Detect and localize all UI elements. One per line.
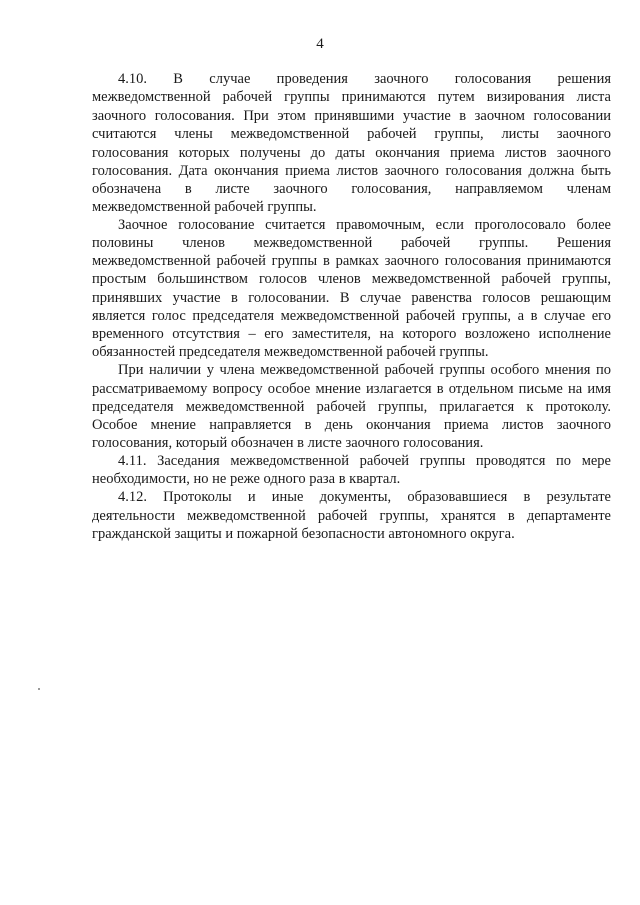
- text-line: обязанностей председателя межведомственной рабочей группы.: [92, 344, 489, 360]
- text-line: рассматриваемому вопросу особое мнение излагается в отдельном письме на имя: [92, 381, 611, 397]
- text-line: заочного голосования. При этом принявшими участие в заочном голосовании: [92, 108, 611, 124]
- text-line: считаются члены межведомственной рабочей группы, листы заочного: [92, 126, 611, 142]
- text-line: 4.10. В случае проведения заочного голосования решения: [118, 71, 611, 87]
- text-line: Заочное голосование считается правомочным, если проголосовало более: [118, 217, 611, 233]
- text-line: 4.11. Заседания межведомственной рабочей группы проводятся по мере: [118, 453, 611, 469]
- text-line: председателя межведомственной рабочей группы, прилагается к протоколу.: [92, 399, 611, 415]
- text-line: голосования. Дата окончания приема листов заочного голосования должна быть: [92, 163, 611, 179]
- text-line: является голос председателя межведомственной рабочей группы, а в случае его: [92, 308, 611, 324]
- text-line: межведомственной рабочей группы в рамках заочного голосования принимаются: [92, 253, 611, 269]
- text-line: простым большинством голосов членов межведомственной рабочей группы,: [92, 271, 611, 287]
- text-line: гражданской защиты и пожарной безопасности автономного округа.: [92, 526, 515, 542]
- scan-mark: [38, 688, 40, 690]
- text-line: деятельности межведомственной рабочей группы, хранятся в департаменте: [92, 508, 611, 524]
- text-line: обозначена в листе заочного голосования, направляемом членам: [92, 181, 611, 197]
- text-line: принявших участие в голосовании. В случае равенства голосов решающим: [92, 290, 611, 306]
- text-line: голосования которых получены до даты окончания приема листов заочного: [92, 145, 611, 161]
- text-line: При наличии у члена межведомственной рабочей группы особого мнения по: [118, 362, 611, 378]
- text-line: временного отсутствия – его заместителя, на которого возложено исполнение: [92, 326, 611, 342]
- text-line: 4.12. Протоколы и иные документы, образовавшиеся в результате: [118, 489, 611, 505]
- text-line: межведомственной рабочей группы принимаются путем визирования листа: [92, 89, 611, 105]
- text-line: Особое мнение направляется в день окончания приема листов заочного: [92, 417, 611, 433]
- text-line: половины членов межведомственной рабочей группы. Решения: [92, 235, 611, 251]
- text-line: необходимости, но не реже одного раза в квартал.: [92, 471, 401, 487]
- text-line: голосования, который обозначен в листе заочного голосования.: [92, 435, 484, 451]
- page-number: 4: [316, 36, 324, 52]
- text-line: межведомственной рабочей группы.: [92, 199, 317, 215]
